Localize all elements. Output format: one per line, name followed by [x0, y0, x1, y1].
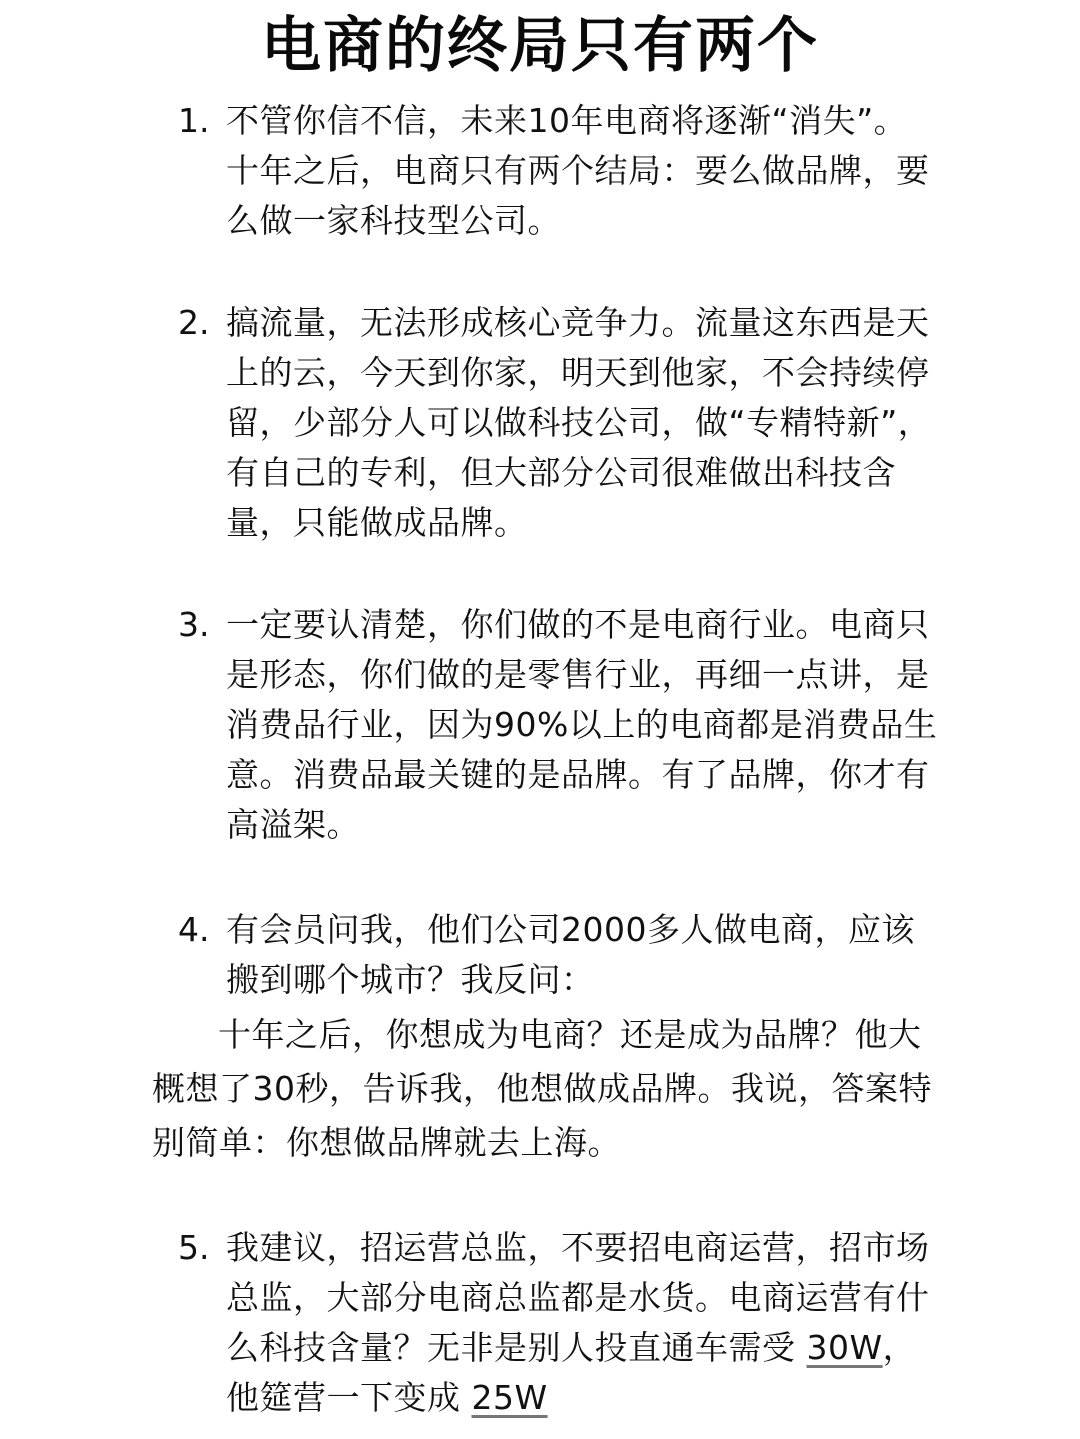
list-item-3: [178, 600, 938, 850]
body-paragraph: 十年之后，你想成为电商？还是成为品牌？他大概想了30秒，告诉我，他想做成品牌。我说，答案特别简单：你想做品牌就去上海。: [152, 1015, 932, 1162]
list-number: 2.: [178, 303, 210, 342]
list-item-1: [178, 96, 938, 246]
list-text: [226, 1223, 938, 1423]
list-item-2: [178, 298, 938, 548]
list-text: 搞流量，无法形成核心竞争力。流量这东西是天上的云，今天到你家，明天到他家，不会持续停留，少部分人可以做科技公司，做“专精特新”，有自己的专利，但大部分公司很难做出科技含量，只能做成品牌。: [226, 303, 932, 542]
list-text: 有会员问我，他们公司2000多人做电商，应该搬到哪个城市？我反问：: [226, 910, 915, 999]
list-item-4: [178, 905, 938, 1005]
list-text-part: ，他筵营一下变成: [226, 1328, 917, 1417]
amount-link[interactable]: 30W: [806, 1328, 883, 1367]
list-number: 5.: [178, 1228, 210, 1267]
list-text: 不管你信不信，未来10年电商将逐渐“消失”。十年之后，电商只有两个结局：要么做品牌，要么做一家科技型公司。: [226, 101, 930, 240]
list-text: 一定要认清楚，你们做的不是电商行业。电商只是形态，你们做的是零售行业，再细一点讲，是消费品行业，因为90%以上的电商都是消费品生意。消费品最关键的是品牌。有了品牌，你才有高溢架。: [226, 605, 938, 844]
article-title: 电商的终局只有两个: [261, 11, 819, 81]
list-text-part: 我建议，招运营总监，不要招电商运营，招市场总监，大部分电商总监都是水货。电商运营有什么科技含量？无非是别人投直通车需受: [226, 1228, 930, 1367]
list-number: 1.: [178, 101, 210, 140]
list-number: 3.: [178, 605, 210, 644]
list-item-5: [178, 1223, 938, 1423]
amount-link[interactable]: 25W: [471, 1378, 548, 1417]
list-number: 4.: [178, 910, 210, 949]
